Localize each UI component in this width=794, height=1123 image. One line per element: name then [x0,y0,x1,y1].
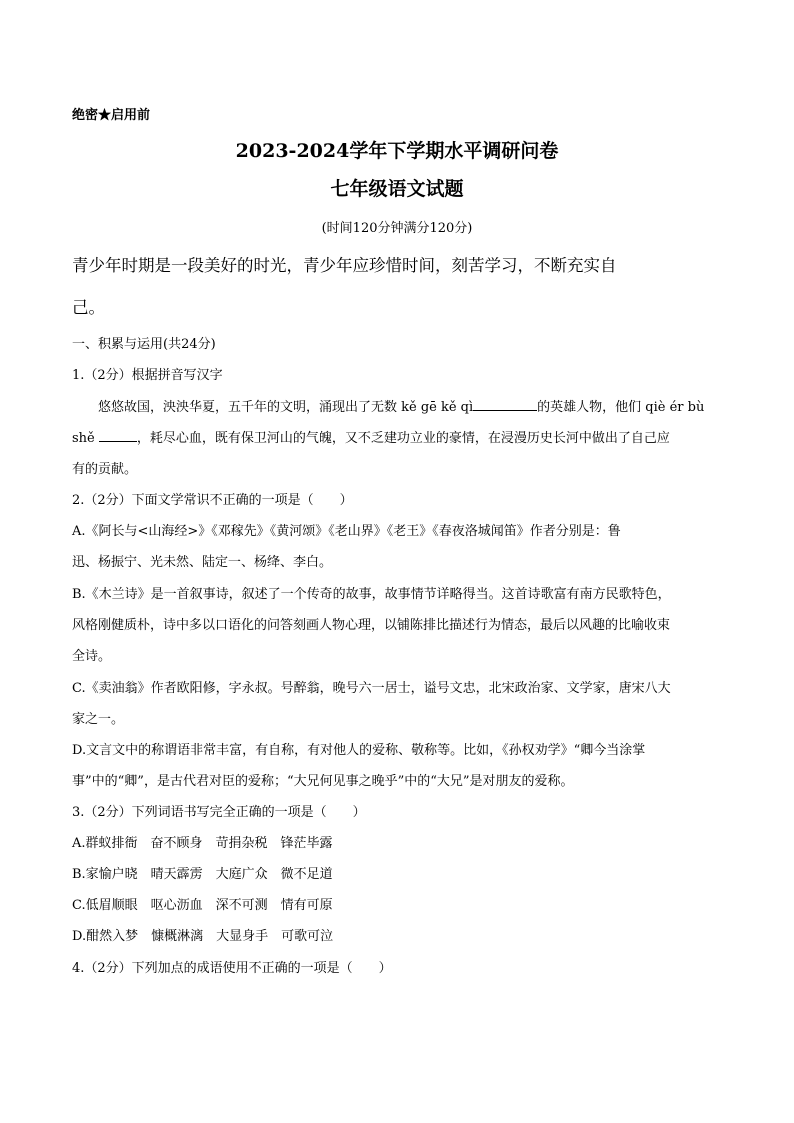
section-heading: 一、积累与运用(共24分) [72,337,216,352]
q1-line-1-a: 悠悠故国，泱泱华夏，五千年的文明，涌现出了无数 kě gē kě qì [98,400,474,415]
exam-subtitle: 七年级语文试题 [330,178,464,200]
q4-stem: 4.（2分）下列加点的成语使用不正确的一项是（ ） [72,961,392,976]
q1-line-2-b: ，耗尽心血，既有保卫河山的气魄，又不乏建功立业的豪情，在浸漫历史长河中做出了自己应 [136,431,670,446]
q3-option-b: B.家愉户晓 晴天霹雳 大庭广众 微不足道 [72,867,333,882]
confidential-label: 绝密★启用前 [72,108,151,123]
q2-option-b-3: 全诗。 [72,649,112,664]
intro-line-2: 己。 [72,298,105,317]
q3-stem: 3.（2分）下列词语书写完全正确的一项是（ ） [72,805,366,820]
q2-option-d-2: 事”中的“卿”，是古代君对臣的爱称；“大兄何见事之晚乎”中的“大兄”是对朋友的爱称。 [72,774,574,789]
q1-line-2-a: shě [72,431,95,446]
q1-line-2 [72,427,670,446]
q3-option-c: C.低眉顺眼 呕心沥血 深不可测 情有可原 [72,898,333,913]
q2-option-b-2: 风格刚健质朴，诗中多以口语化的问答刻画人物心理，以铺陈排比描述行为情态，最后以风趣的比喻收束 [72,618,671,633]
q2-option-b-1: B.《木兰诗》是一首叙事诗，叙述了一个传奇的故事，故事情节详略得当。这首诗歌富有南方民歌特色， [72,587,671,602]
q1-line-1 [98,396,704,415]
q3-option-d: D.酣然入梦 慷概淋漓 大显身手 可歌可泣 [72,929,334,944]
q1-stem: 1.（2分）根据拼音写汉字 [72,368,223,383]
q2-option-a-1: A.《阿长与<山海经>》《邓稼先》《黄河颂》《老山界》《老王》《春夜洛城闻笛》作者分别是：鲁 [72,524,621,539]
q2-option-c-2: 家之一。 [72,712,125,727]
q2-option-a-2: 迅、杨振宁、光未然、陆定一、杨绛、李白。 [72,555,333,570]
q3-option-a: A.群蚁排衙 奋不顾身 苛捐杂税 锋茫毕露 [72,836,333,851]
q1-blank-1[interactable] [473,398,537,411]
intro-line-1: 青少年时期是一段美好的时光，青少年应珍惜时间，刻苦学习，不断充实自 [72,256,617,275]
q2-option-d-1: D.文言文中的称谓语非常丰富，有自称，有对他人的爱称、敬称等。比如，《孙权劝学》“卿今当涂掌 [72,743,646,758]
exam-title: 2023-2024学年下学期水平调研问卷 [235,140,559,162]
q1-line-3: 有的贡献。 [72,462,138,477]
q2-stem: 2.（2分）下面文学常识不正确的一项是（ ） [72,493,353,508]
q2-option-c-1: C.《卖油翁》作者欧阳修，字永叔。号醉翁，晚号六一居士，谥号文忠，北宋政治家、文学家，唐宋八大 [72,681,671,696]
time-note: (时间120分钟满分120分) [321,221,473,236]
q1-line-1-b: 的英雄人物，他们 qiè ér bù [537,400,705,415]
q1-blank-2[interactable] [99,429,137,442]
